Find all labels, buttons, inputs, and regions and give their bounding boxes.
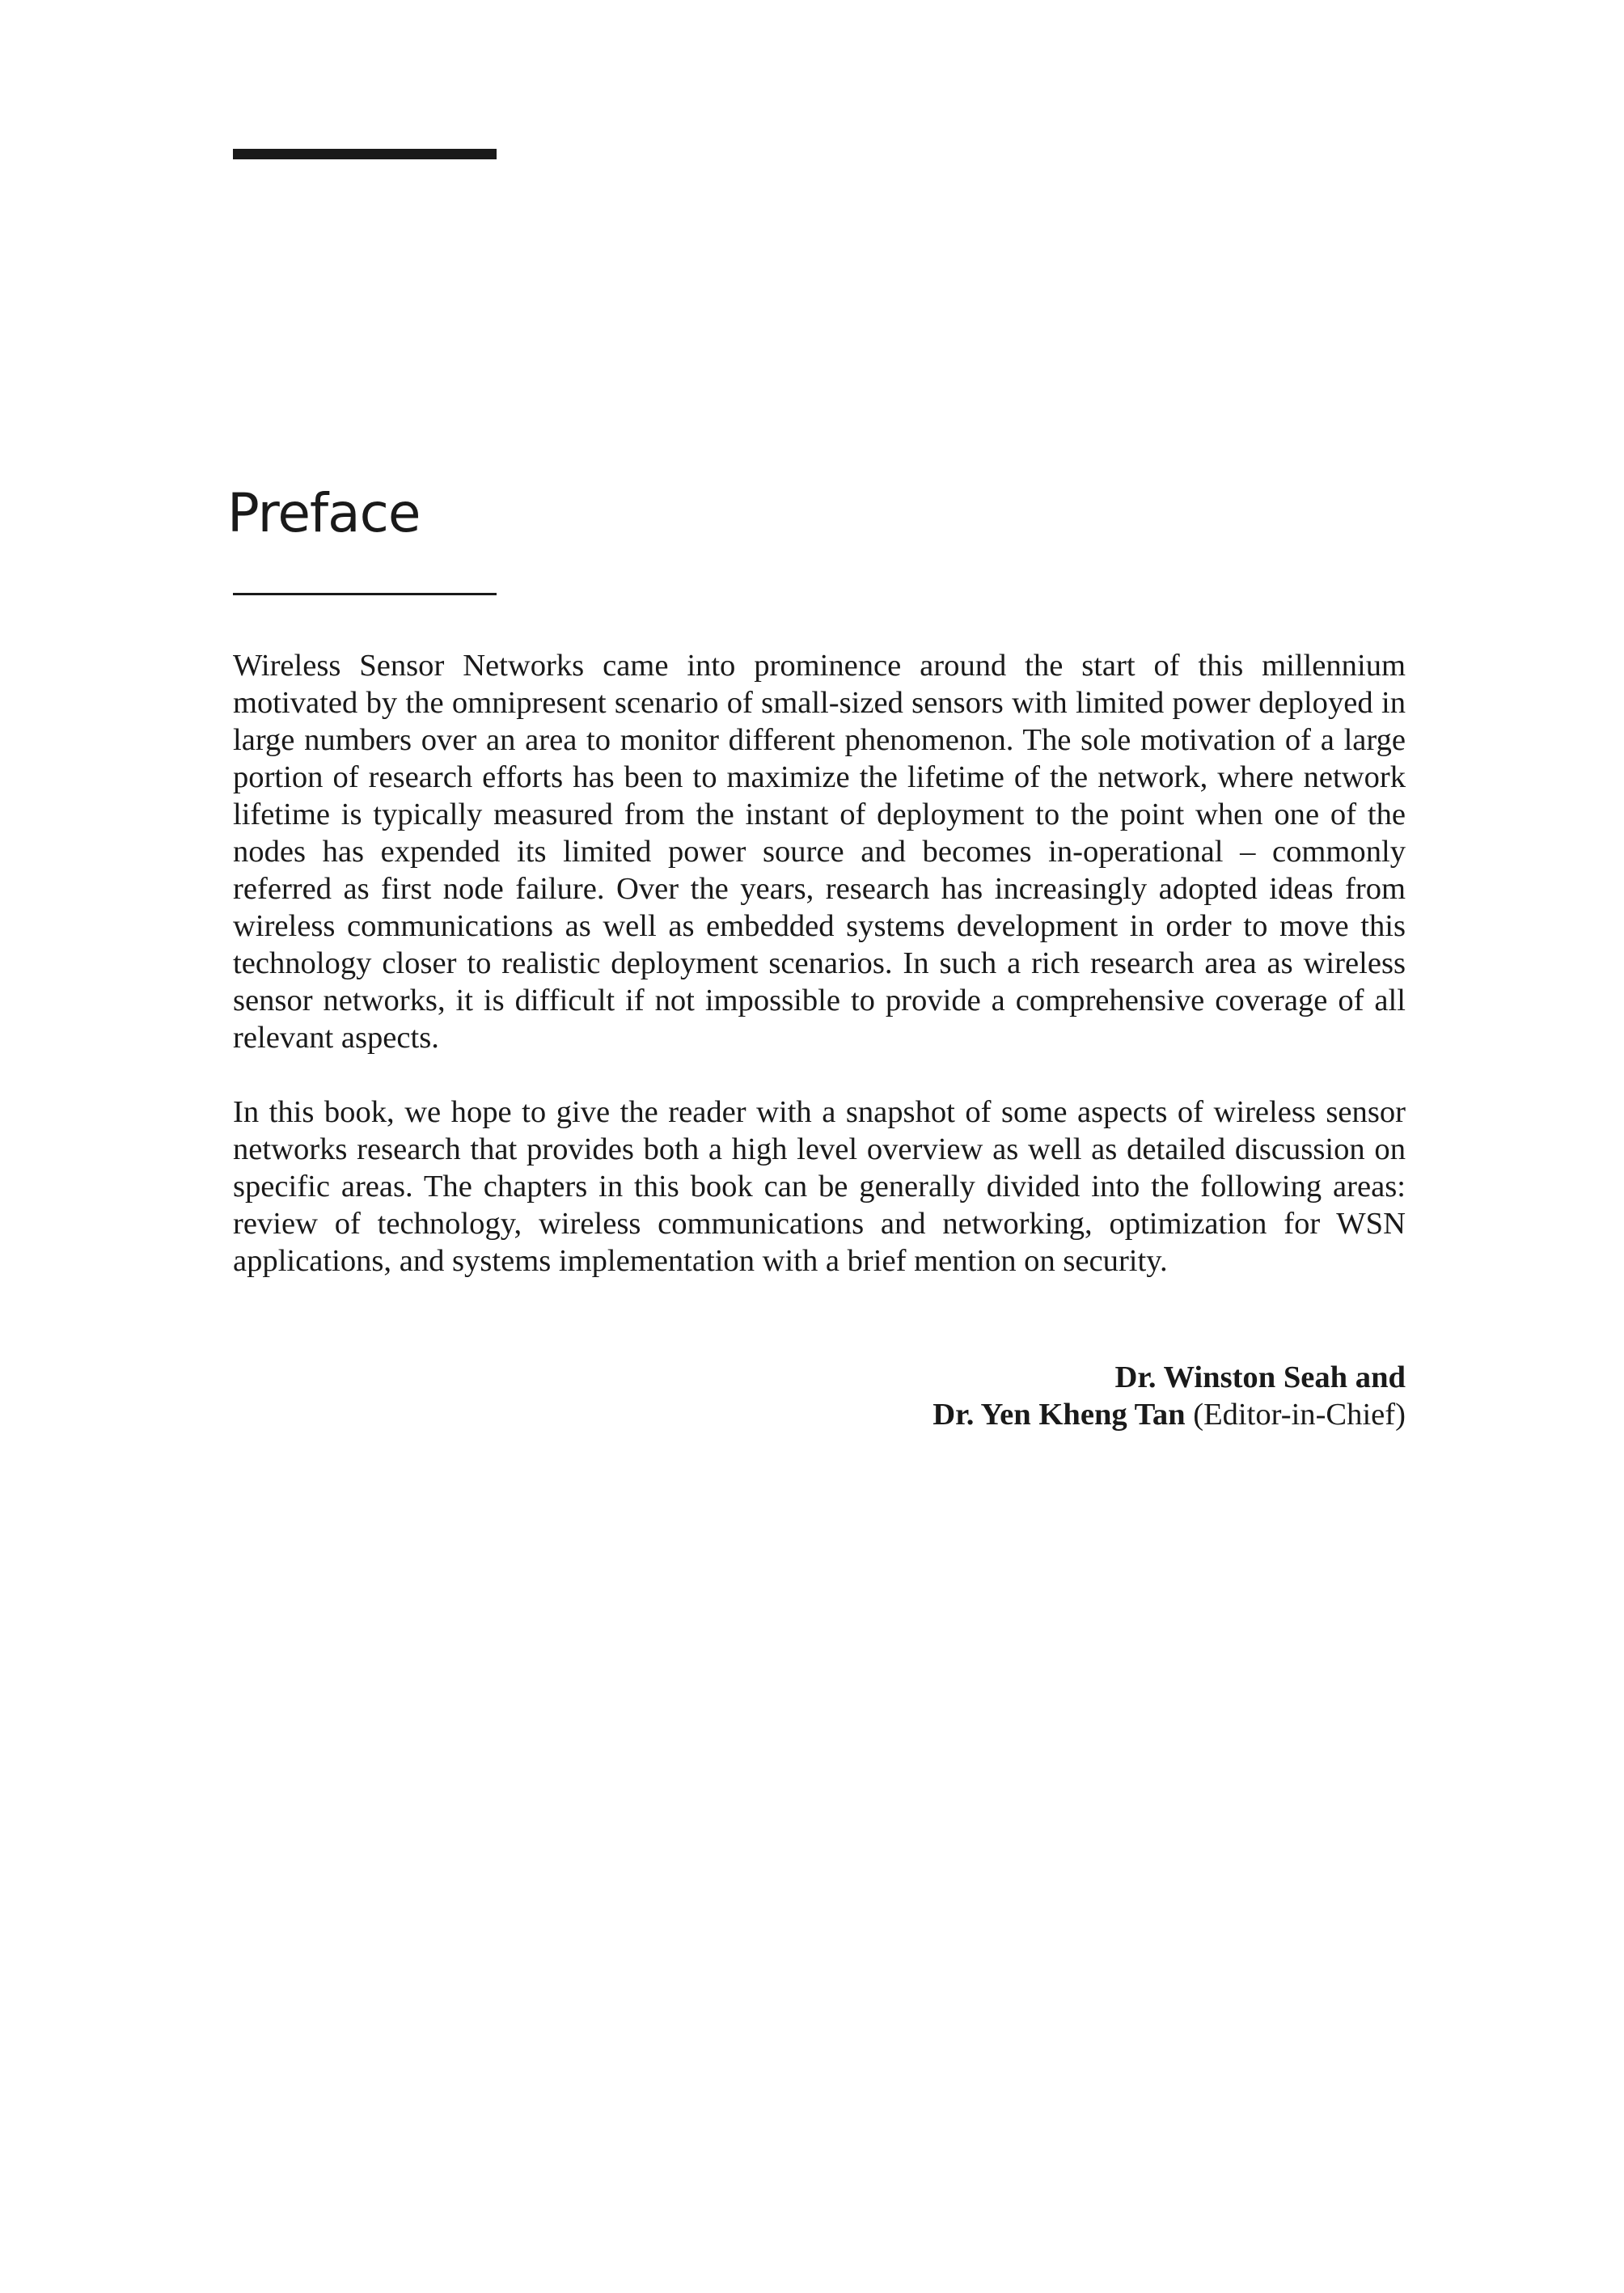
paragraph-book-overview: In this book, we hope to give the reader with a snapshot of some aspects of wireless sensor networks research that provides both a high level overview as well as detailed discussion on specific areas. The chapters in this book can be generally divided into the following areas: review of technology, wireless communications and networking, optimization for WSN applications, and systems implementation with a brief mention on security.	[233, 1095, 1406, 1278]
page-title: Preface	[227, 482, 421, 544]
signature-author-2: Dr. Yen Kheng Tan	[933, 1398, 1186, 1432]
signature-author-1: Dr. Winston Seah and	[1114, 1360, 1406, 1394]
signature-line-2	[933, 1396, 1406, 1433]
signature-role: (Editor-in-Chief)	[1193, 1398, 1406, 1432]
signature-block	[933, 1359, 1406, 1433]
signature-line-1	[933, 1359, 1406, 1396]
top-decorative-rule	[233, 149, 497, 159]
preface-body	[233, 647, 1406, 1280]
paragraph-intro: Wireless Sensor Networks came into prominence around the start of this millennium motivated by the omnipresent scenario of small-sized sensors with limited power deployed in large numbers over an area to monitor different phenomenon. The sole motivation of a large portion of research efforts has been to maximize the lifetime of the network, where network lifetime is typically measured from the instant of deployment to the point when one of the nodes has expended its limited power source and becomes in-operational – commonly referred as first node failure. Over the years, research has increasingly adopted ideas from wireless communications as well as embedded systems development in order to move this technology closer to realistic deployment scenarios. In such a rich research area as wireless sensor networks, it is difficult if not impossible to provide a comprehensive coverage of all relevant aspects.	[233, 649, 1406, 1055]
title-underline-rule	[233, 593, 497, 595]
